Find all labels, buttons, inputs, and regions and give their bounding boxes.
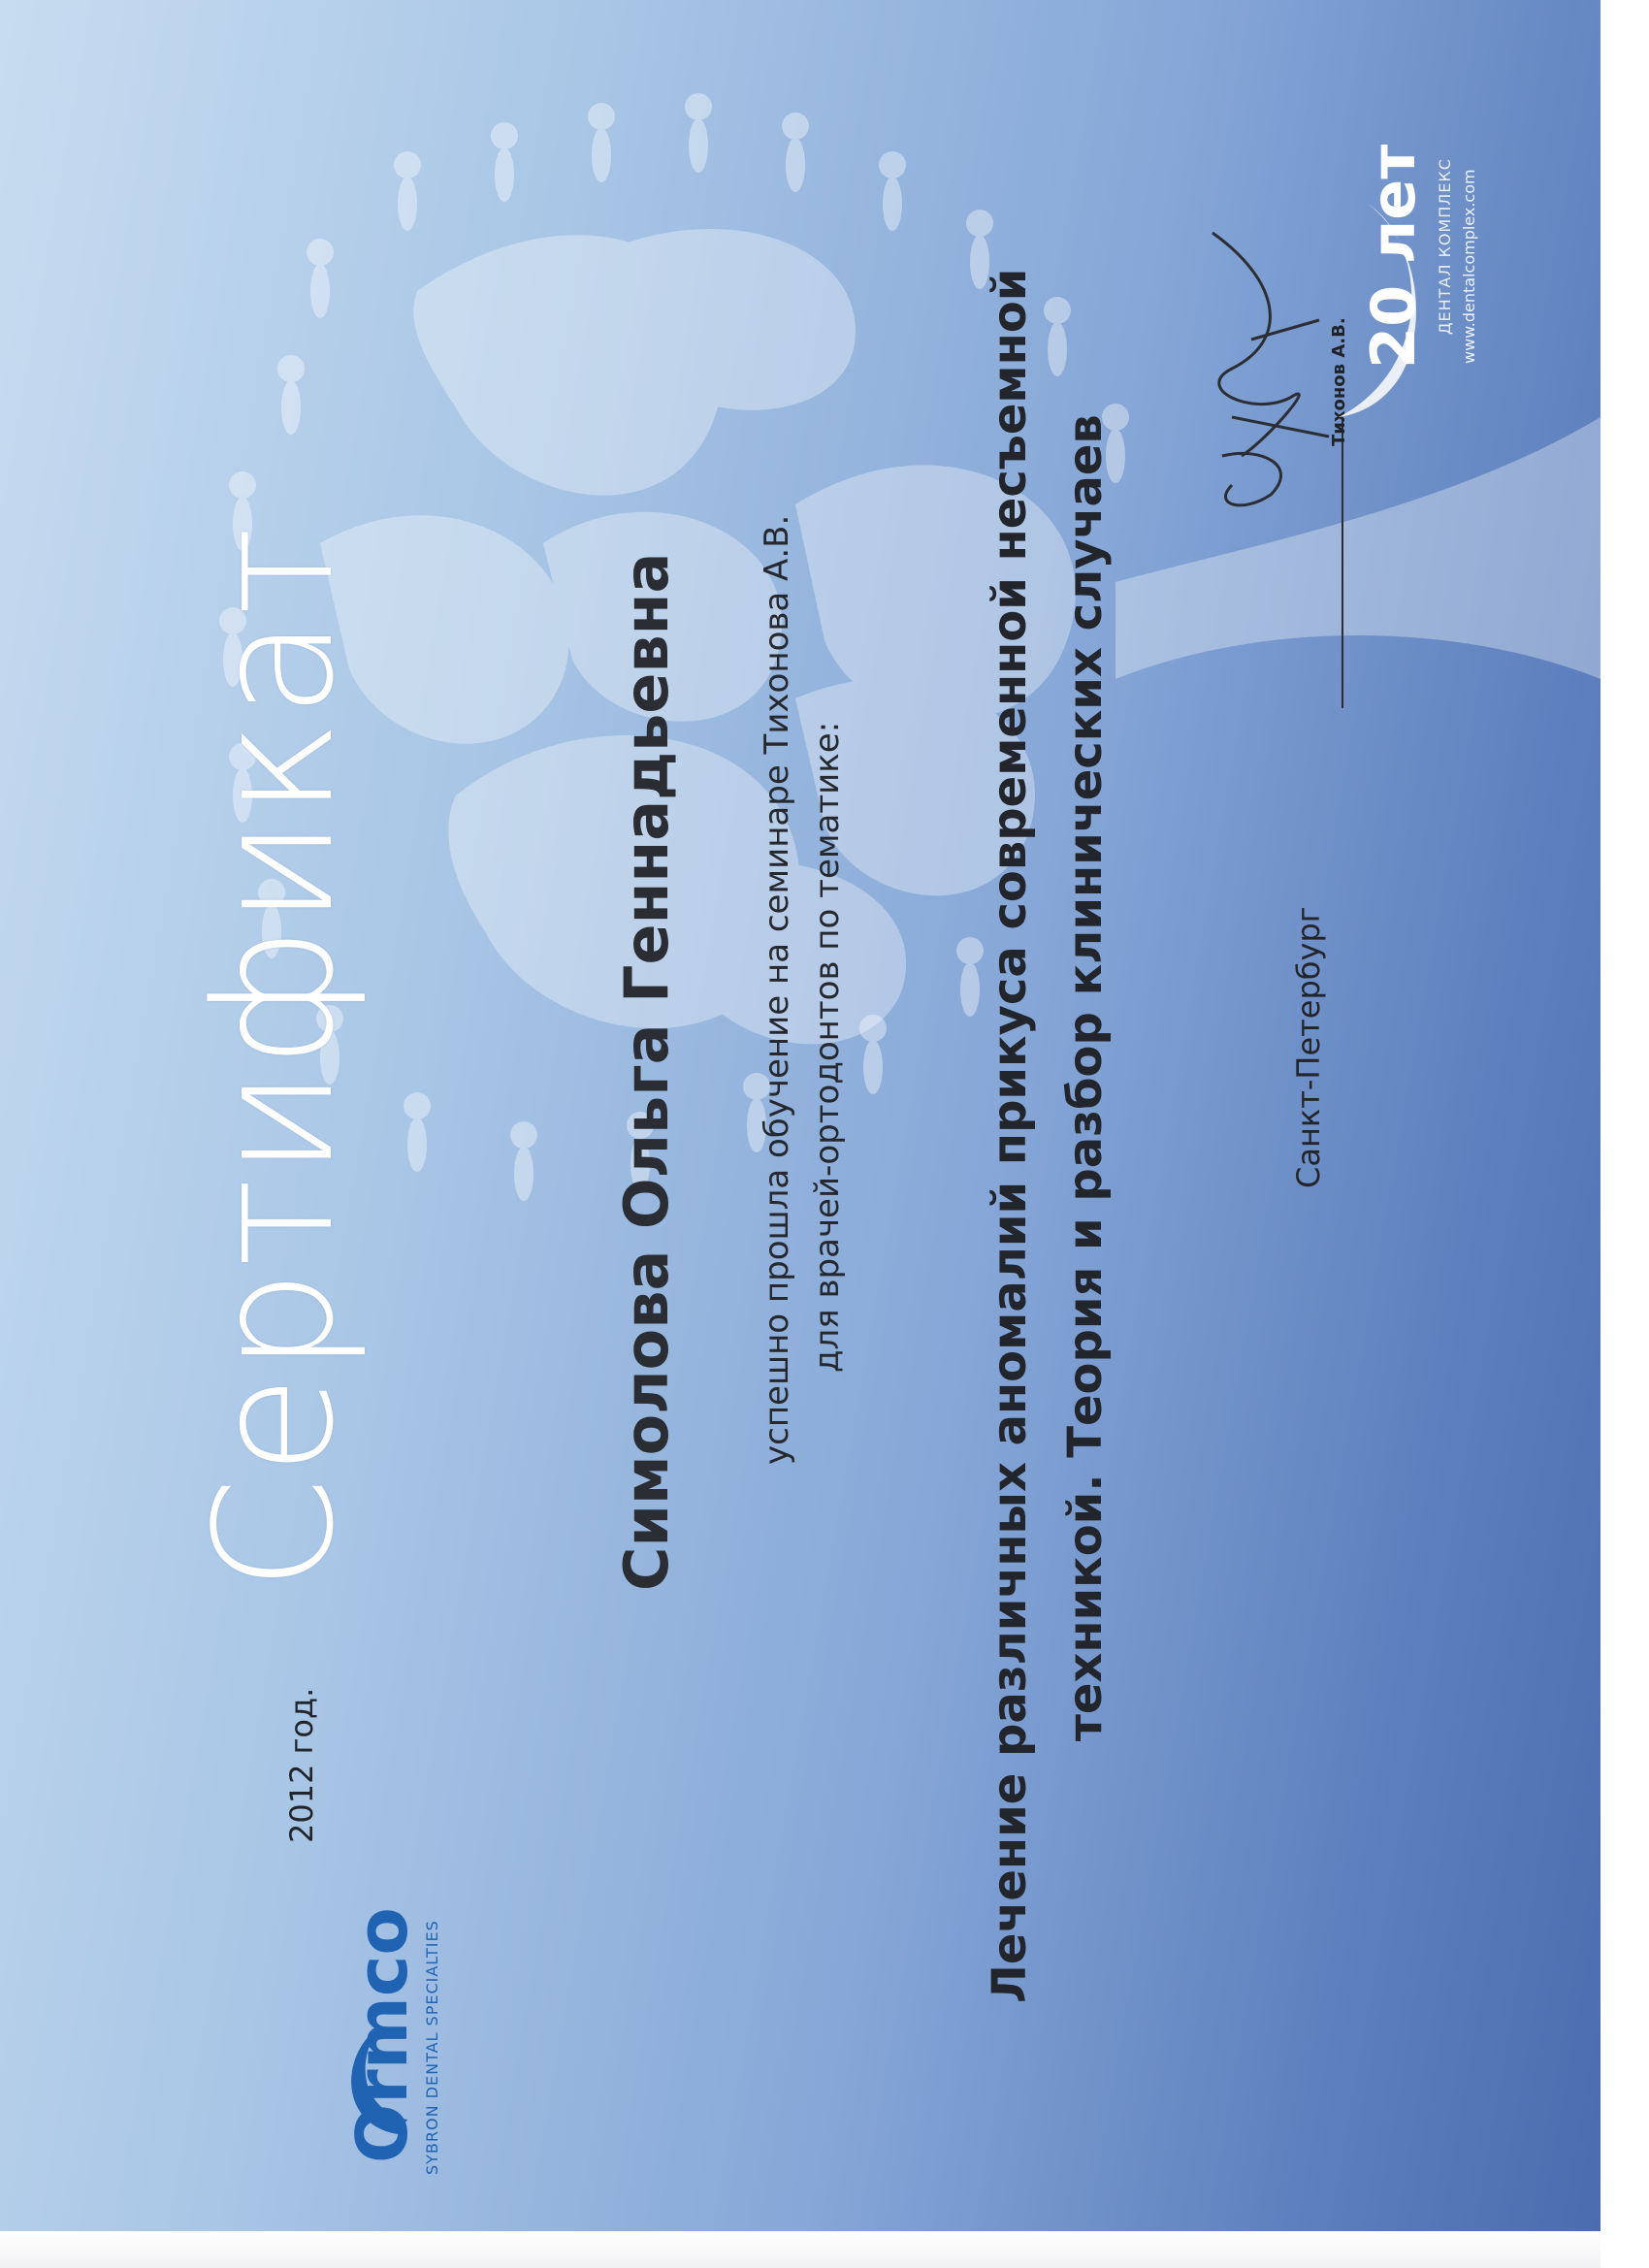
ormco-wordmark: Ormco bbox=[341, 1907, 423, 2163]
certificate-year: 2012 год. bbox=[283, 1687, 320, 1843]
scan-bottom-margin bbox=[0, 2231, 1600, 2268]
recipient-name: Симолова Ольга Геннадьевна bbox=[611, 552, 682, 1591]
description-line-2: для врачей-ортодонтов по тематике: bbox=[808, 721, 847, 1373]
anniversary-label: 20 лет bbox=[1358, 144, 1429, 369]
website-label: www.dentalcomplex.com bbox=[1460, 169, 1478, 364]
topic-line-1: Лечение различных аномалий прикуса современной несъемной bbox=[983, 268, 1037, 2003]
scan-right-margin bbox=[1600, 0, 1649, 2268]
certificate-city: Санкт-Петербург bbox=[1290, 906, 1327, 1188]
dental-complex-label: ДЕНТАЛ КОМПЛЕКС bbox=[1436, 158, 1454, 335]
topic-line-2: техникой. Теория и разбор клинических случаев bbox=[1058, 414, 1113, 1741]
ormco-logo bbox=[330, 1901, 446, 2192]
ormco-tagline: SYBRON DENTAL SPECIALTIES bbox=[423, 1920, 441, 2175]
signature-line bbox=[1342, 417, 1343, 708]
certificate-title: Сертификат bbox=[179, 524, 370, 1591]
description-line-1: успешно прошла обучение на семинаре Тихонова А.В. bbox=[758, 514, 796, 1465]
signatory-name: Тихонов А.В. bbox=[1329, 317, 1349, 446]
